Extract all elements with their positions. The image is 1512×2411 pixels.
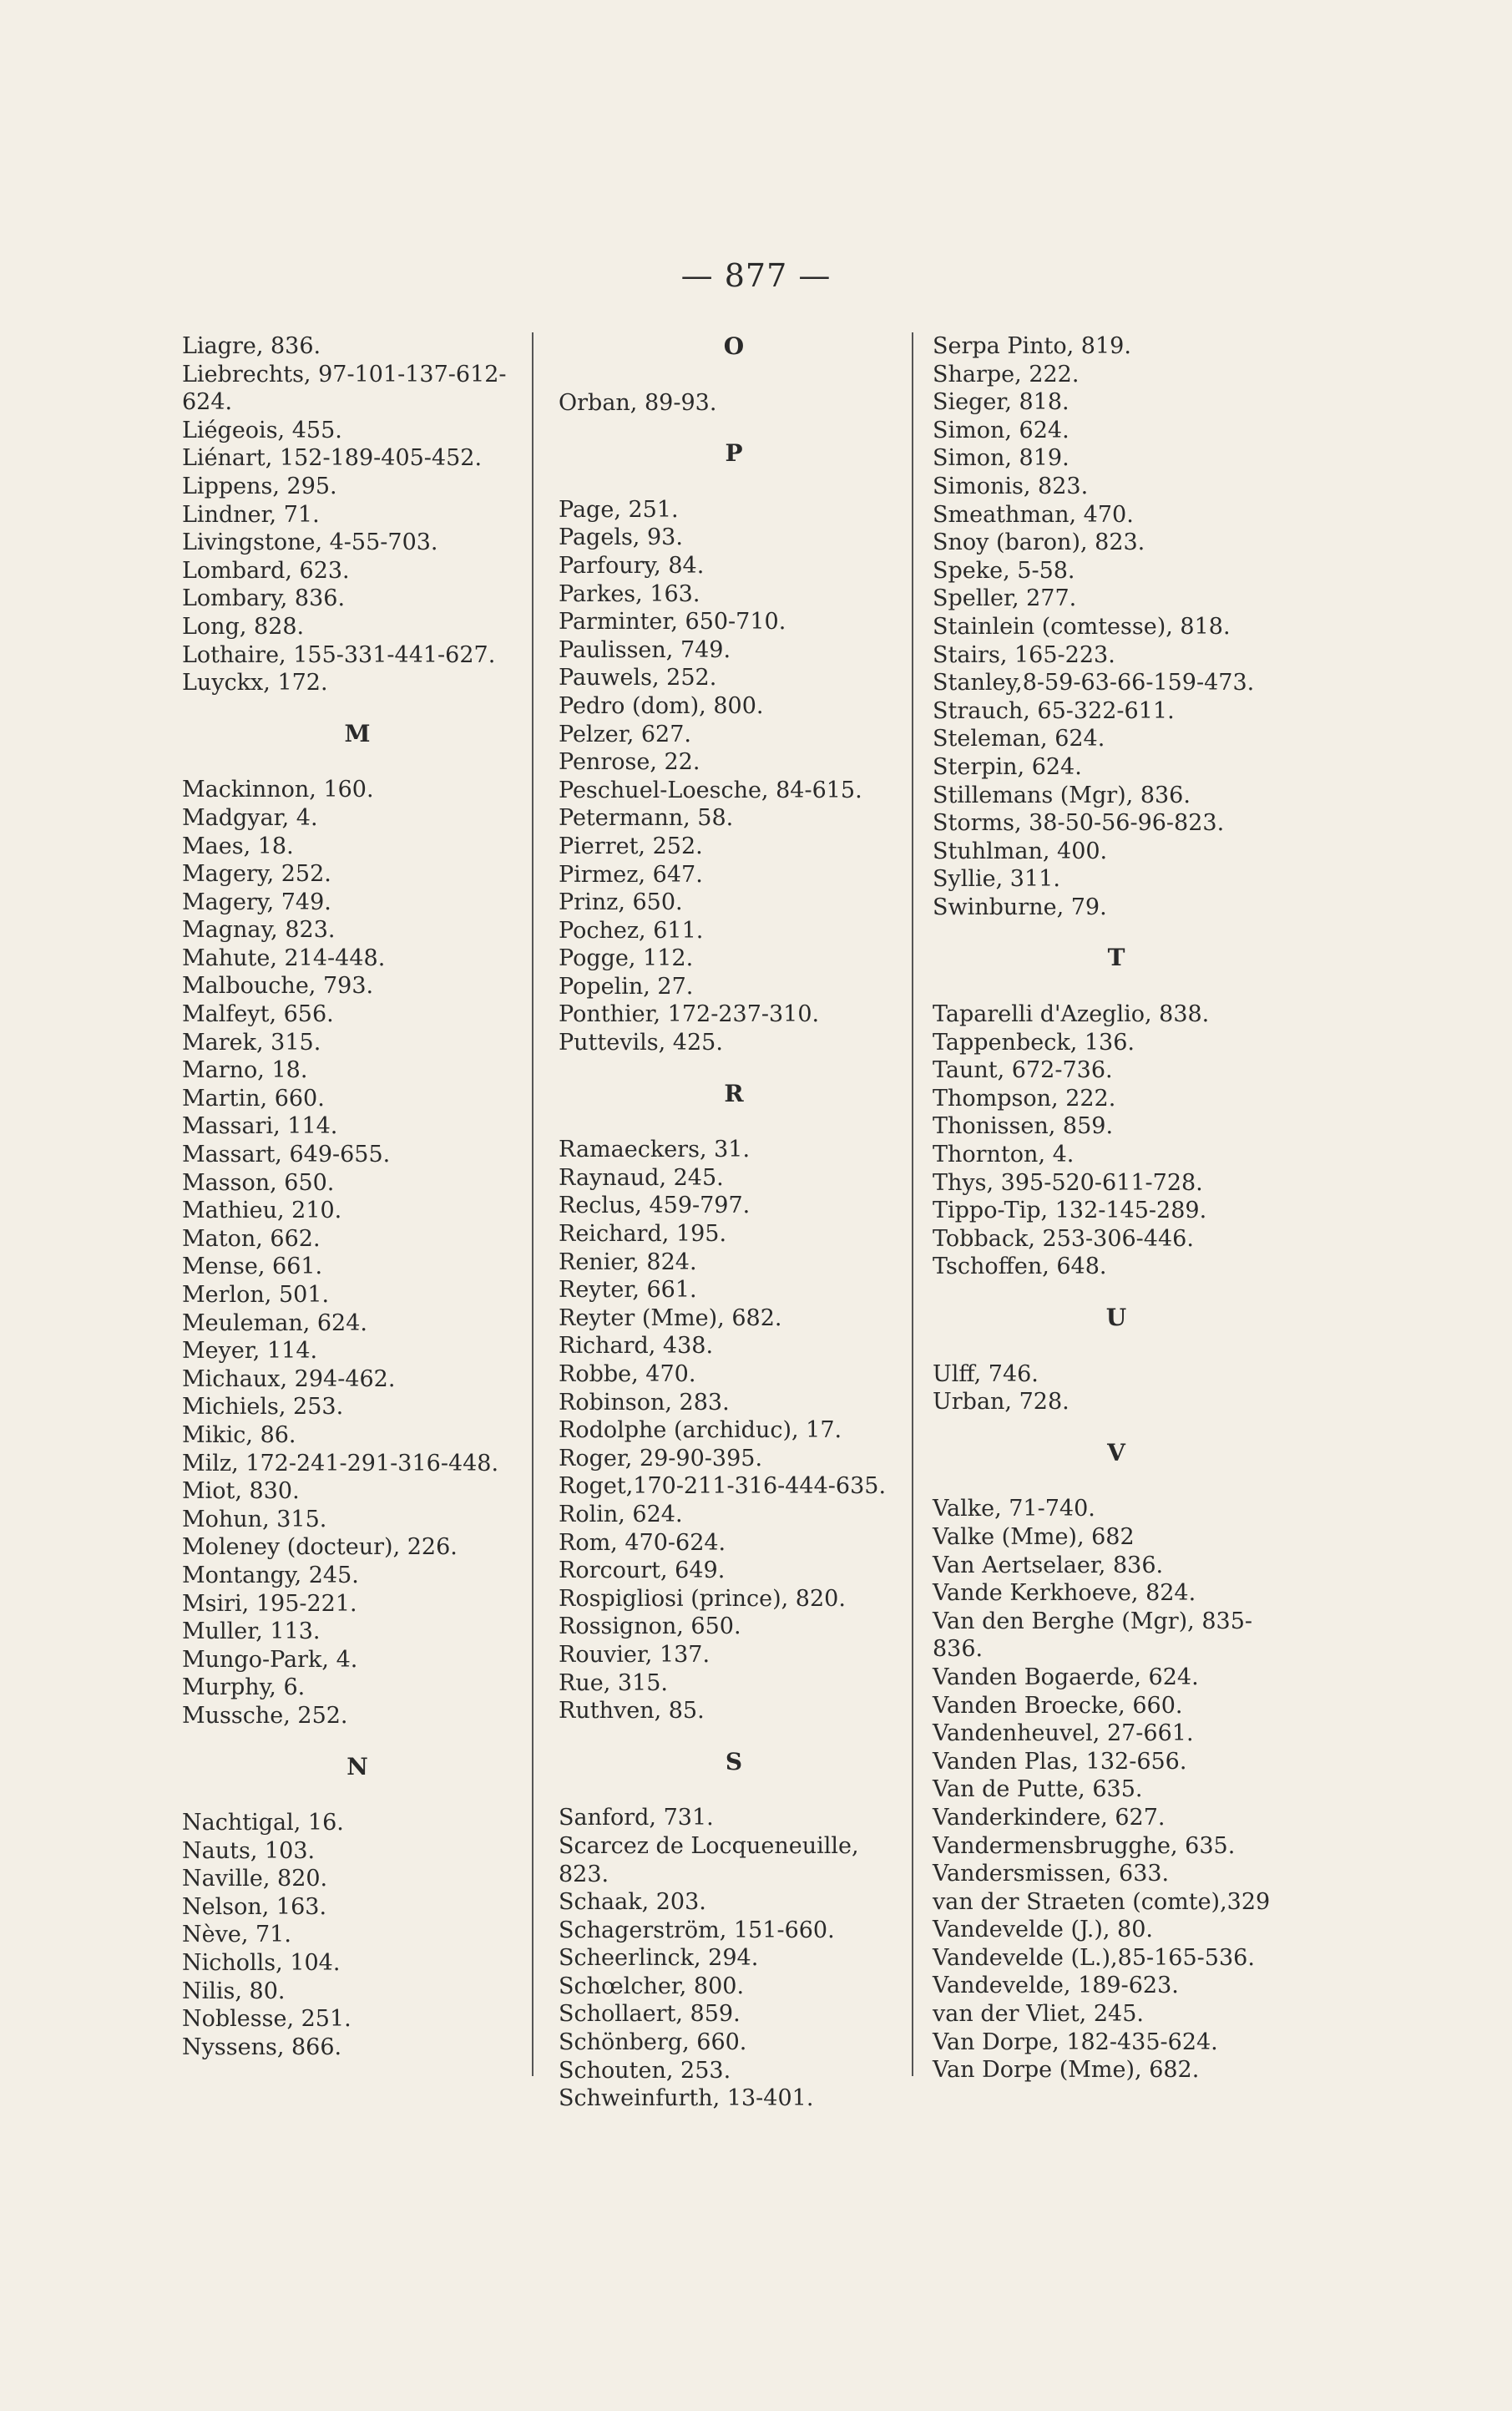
column-divider [532, 332, 533, 2076]
index-entry: Urban, 728. [933, 1389, 1070, 1416]
index-entry: 624. [182, 389, 233, 416]
index-entry: Van de Putte, 635. [933, 1776, 1143, 1803]
index-entry: Montangy, 245. [182, 1562, 359, 1588]
index-entry: Nicholls, 104. [182, 1950, 341, 1977]
index-entry: Vanden Bogaerde, 624. [933, 1664, 1199, 1690]
index-entry: Robinson, 283. [559, 1389, 730, 1416]
index-entry: Schaak, 203. [559, 1889, 706, 1916]
index-entry: Serpa Pinto, 819. [933, 333, 1131, 359]
index-entry: Peschuel-Loesche, 84-615. [559, 777, 862, 803]
index-entry: Stuhlman, 400. [933, 838, 1108, 864]
index-entry: Pogge, 112. [559, 945, 694, 972]
index-entry: Rospigliosi (prince), 820. [559, 1585, 846, 1612]
index-entry: Storms, 38-50-56-96-823. [933, 810, 1225, 837]
index-entry: Livingstone, 4-55-703. [182, 529, 438, 556]
index-entry: Strauch, 65-322-611. [933, 697, 1175, 724]
index-entry: Vanden Broecke, 660. [933, 1692, 1183, 1719]
index-entry: Sharpe, 222. [933, 361, 1080, 387]
index-entry: Schweinfurth, 13-401. [559, 2085, 814, 2112]
index-entry: Lombard, 623. [182, 557, 350, 584]
index-entry: Pelzer, 627. [559, 721, 691, 747]
index-entry: Madgyar, 4. [182, 804, 318, 831]
index-entry: Rossignon, 650. [559, 1613, 741, 1640]
index-entry: 836. [933, 1636, 984, 1663]
index-entry: Roger, 29-90-395. [559, 1445, 763, 1471]
index-entry: Nelson, 163. [182, 1893, 327, 1920]
page-number: — 877 — [680, 257, 832, 294]
index-entry: Swinburne, 79. [933, 894, 1107, 920]
section-letter: V [1107, 1438, 1125, 1466]
index-entry: Orban, 89-93. [559, 389, 717, 416]
index-entry: Moleney (docteur), 226. [182, 1534, 458, 1561]
index-entry: Michiels, 253. [182, 1394, 344, 1421]
index-entry: Lindner, 71. [182, 501, 320, 528]
index-entry: Miot, 830. [182, 1478, 300, 1505]
index-entry: Pierret, 252. [559, 833, 703, 859]
index-entry: Popelin, 27. [559, 973, 694, 1000]
index-entry: Maton, 662. [182, 1225, 321, 1252]
index-entry: Ramaeckers, 31. [559, 1137, 751, 1163]
index-entry: Penrose, 22. [559, 749, 700, 776]
index-entry: Stainlein (comtesse), 818. [933, 613, 1231, 640]
index-entry: Stillemans (Mgr), 836. [933, 782, 1191, 808]
index-entry: Rodolphe (archiduc), 17. [559, 1417, 842, 1444]
index-entry: Simonis, 823. [933, 473, 1089, 499]
index-column-3 [933, 332, 1300, 2084]
index-entry: Stairs, 165-223. [933, 641, 1115, 668]
index-entry: Massart, 649-655. [182, 1142, 391, 1168]
index-entry: Luyckx, 172. [182, 670, 328, 696]
index-entry: Schagerström, 151-660. [559, 1917, 835, 1943]
index-entry: Nyssens, 866. [182, 2034, 342, 2060]
index-entry: Michaux, 294-462. [182, 1365, 396, 1392]
index-entry: Raynaud, 245. [559, 1164, 724, 1191]
index-entry: Tappenbeck, 136. [933, 1029, 1135, 1056]
index-entry: Ulff, 746. [933, 1360, 1039, 1387]
index-entry: Page, 251. [559, 496, 679, 523]
index-entry: Reichard, 195. [559, 1221, 727, 1248]
index-column-1 [182, 332, 533, 2061]
index-entry: Liénart, 152-189-405-452. [182, 445, 483, 472]
index-entry: Vanderkindere, 627. [933, 1804, 1166, 1831]
index-entry: Nève, 71. [182, 1922, 291, 1948]
index-entry: Vandenheuvel, 27-661. [933, 1720, 1194, 1747]
index-entry: Noblesse, 251. [182, 2006, 351, 2033]
index-entry: Mathieu, 210. [182, 1198, 342, 1224]
index-entry: Masson, 650. [182, 1169, 335, 1196]
index-entry: Reyter, 661. [559, 1277, 697, 1304]
index-entry: Msiri, 195-221. [182, 1590, 357, 1617]
section-letter: M [344, 719, 371, 747]
index-entry: Pagels, 93. [559, 524, 683, 551]
index-entry: Liégeois, 455. [182, 417, 342, 443]
index-entry: Mackinnon, 160. [182, 777, 374, 803]
index-entry: Reclus, 459-797. [559, 1193, 751, 1219]
index-entry: Van Aertselaer, 836. [933, 1552, 1164, 1578]
section-letter: R [724, 1079, 744, 1107]
index-entry: Mungo-Park, 4. [182, 1646, 358, 1673]
index-entry: Mussche, 252. [182, 1702, 348, 1729]
index-entry: Vandermensbrugghe, 635. [933, 1832, 1236, 1859]
index-entry: Parkes, 163. [559, 580, 700, 607]
index-entry: Thompson, 222. [933, 1085, 1116, 1112]
index-entry: Murphy, 6. [182, 1674, 306, 1701]
index-entry: Rolin, 624. [559, 1501, 683, 1527]
index-entry: Lippens, 295. [182, 473, 337, 499]
index-entry: van der Vliet, 245. [933, 2001, 1144, 2028]
index-entry: Vandevelde (L.),85-165-536. [933, 1944, 1255, 1971]
index-entry: Schouten, 253. [559, 2057, 731, 2084]
index-entry: Maes, 18. [182, 833, 294, 859]
index-entry: Liebrechts, 97-101-137-612- [182, 361, 507, 387]
index-entry: Marek, 315. [182, 1029, 321, 1056]
index-entry: Lombary, 836. [182, 585, 346, 612]
section-letter: U [1105, 1304, 1127, 1331]
index-entry: Vande Kerkhoeve, 824. [933, 1580, 1196, 1607]
index-entry: Vanden Plas, 132-656. [933, 1748, 1187, 1775]
index-entry: Van Dorpe (Mme), 682. [933, 2057, 1200, 2084]
index-entry: Simon, 819. [933, 445, 1070, 472]
index-entry: Malfeyt, 656. [182, 1001, 334, 1028]
index-entry: Mense, 661. [182, 1254, 323, 1280]
index-entry: Van Dorpe, 182-435-624. [933, 2029, 1218, 2055]
index-entry: Magnay, 823. [182, 917, 336, 944]
index-entry: Scheerlinck, 294. [559, 1945, 759, 1972]
index-entry: Schönberg, 660. [559, 2029, 747, 2056]
index-entry: Pochez, 611. [559, 917, 704, 944]
section-letter: T [1107, 944, 1125, 972]
index-entry: Steleman, 624. [933, 726, 1105, 752]
index-entry: Thys, 395-520-611-728. [933, 1169, 1203, 1196]
index-entry: Rouvier, 137. [559, 1641, 710, 1668]
index-entry: Naville, 820. [182, 1866, 328, 1892]
index-entry: Syllie, 311. [933, 866, 1060, 893]
index-column-2 [559, 332, 909, 2113]
section-letter: O [723, 332, 745, 360]
index-entry: Sieger, 818. [933, 389, 1070, 416]
index-entry: Petermann, 58. [559, 805, 734, 832]
index-entry: Magery, 252. [182, 861, 331, 888]
index-entry: Milz, 172-241-291-316-448. [182, 1450, 499, 1476]
index-entry: Ponthier, 172-237-310. [559, 1001, 820, 1028]
index-entry: Thonissen, 859. [933, 1113, 1114, 1140]
index-entry: Sanford, 731. [559, 1805, 714, 1831]
index-entry: Speke, 5-58. [933, 557, 1075, 584]
index-entry: Van den Berghe (Mgr), 835- [933, 1608, 1253, 1634]
index-entry: Schœlcher, 800. [559, 1973, 745, 1999]
index-entry: Reyter (Mme), 682. [559, 1304, 782, 1331]
index-entry: Robbe, 470. [559, 1361, 696, 1387]
section-letter: P [725, 439, 743, 468]
index-entry: Paulissen, 749. [559, 636, 731, 663]
section-letter: S [725, 1747, 743, 1775]
index-entry: Magery, 749. [182, 889, 331, 915]
index-entry: Tschoffen, 648. [933, 1254, 1107, 1280]
index-entry: van der Straeten (comte),329 [933, 1888, 1271, 1915]
index-entry: Rorcourt, 649. [559, 1558, 726, 1584]
index-entry: Smeathman, 470. [933, 501, 1134, 528]
index-entry: Pedro (dom), 800. [559, 692, 764, 719]
index-entry: Pirmez, 647. [559, 861, 703, 888]
index-entry: Schollaert, 859. [559, 2001, 741, 2028]
index-entry: Simon, 624. [933, 417, 1070, 443]
index-entry: Richard, 438. [559, 1333, 714, 1360]
index-entry: Snoy (baron), 823. [933, 529, 1145, 556]
index-entry: Meuleman, 624. [182, 1309, 367, 1336]
index-entry: Tobback, 253-306-446. [933, 1225, 1194, 1252]
index-entry: Pauwels, 252. [559, 665, 717, 691]
index-entry: Muller, 113. [182, 1618, 321, 1645]
index-entry: Malbouche, 793. [182, 973, 374, 1000]
index-entry: Massari, 114. [182, 1113, 338, 1140]
index-entry: Rom, 470-624. [559, 1529, 726, 1556]
index-entry: Parfoury, 84. [559, 552, 705, 579]
index-entry: Ruthven, 85. [559, 1698, 705, 1725]
index-entry: Nauts, 103. [182, 1837, 316, 1864]
index-entry: Speller, 277. [933, 585, 1077, 612]
index-entry: Nilis, 80. [182, 1978, 286, 2004]
section-letter: N [346, 1752, 368, 1780]
index-entry: Long, 828. [182, 613, 305, 640]
index-entry: Roget,170-211-316-444-635. [559, 1473, 887, 1500]
index-entry: Sterpin, 624. [933, 753, 1082, 780]
index-entry: Vandersmissen, 633. [933, 1861, 1170, 1887]
index-entry: Parminter, 650-710. [559, 609, 786, 636]
index-entry: Martin, 660. [182, 1085, 325, 1112]
index-entry: Merlon, 501. [182, 1282, 330, 1308]
index-entry: Nachtigal, 16. [182, 1810, 344, 1836]
index-entry: Stanley,8-59-63-66-159-473. [933, 670, 1255, 696]
index-entry: Mahute, 214-448. [182, 945, 386, 971]
index-entry: Valke, 71-740. [933, 1496, 1095, 1522]
column-divider [912, 332, 913, 2076]
index-entry: Taunt, 672-736. [933, 1057, 1113, 1084]
index-entry: Mikic, 86. [182, 1421, 296, 1448]
index-entry: 823. [559, 1861, 609, 1887]
index-entry: Taparelli d'Azeglio, 838. [933, 1001, 1210, 1028]
index-entry: Prinz, 650. [559, 889, 683, 916]
index-entry: Lothaire, 155-331-441-627. [182, 641, 496, 668]
index-entry: Tippo-Tip, 132-145-289. [933, 1198, 1207, 1224]
index-entry: Liagre, 836. [182, 333, 321, 359]
index-entry: Vandevelde, 189-623. [933, 1973, 1179, 1999]
index-entry: Marno, 18. [182, 1057, 308, 1084]
index-entry: Mohun, 315. [182, 1506, 327, 1532]
index-entry: Valke (Mme), 682 [933, 1523, 1135, 1550]
index-entry: Renier, 824. [559, 1249, 697, 1275]
index-entry: Rue, 315. [559, 1669, 668, 1696]
index-entry: Scarcez de Locqueneuille, [559, 1832, 859, 1859]
index-entry: Puttevils, 425. [559, 1030, 723, 1056]
index-entry: Meyer, 114. [182, 1338, 318, 1365]
index-entry: Vandevelde (J.), 80. [933, 1917, 1153, 1943]
index-entry: Thornton, 4. [933, 1142, 1075, 1168]
